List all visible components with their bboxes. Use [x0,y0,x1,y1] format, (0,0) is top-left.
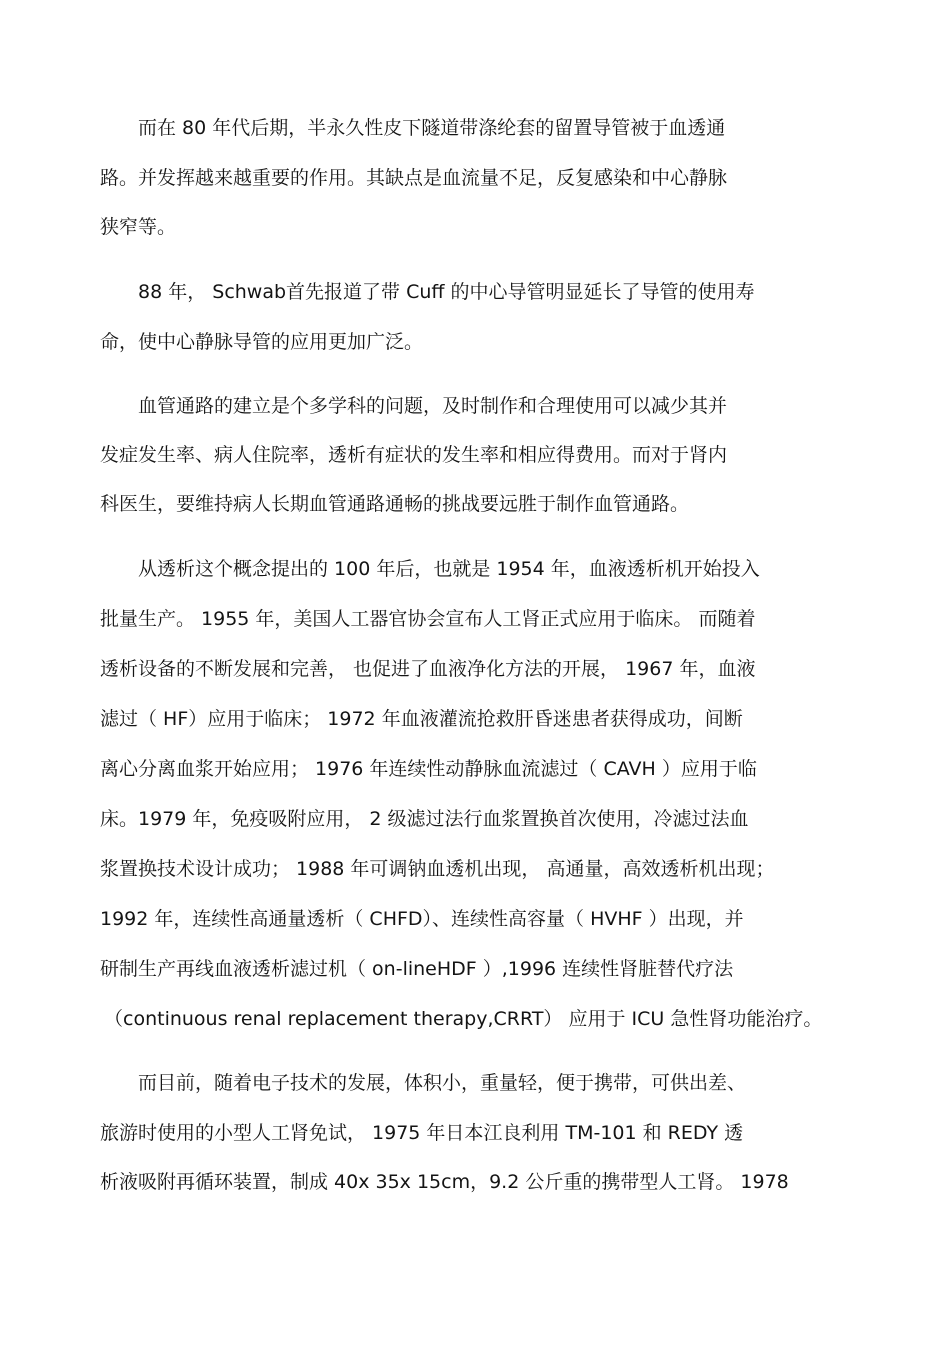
paragraph-4-line-7: 浆置换技术设计成功； 1988 年可调钠血透机出现， 高通量，高效透析机出现； [100,858,775,880]
paragraph-4-line-6: 床。1979 年，免疫吸附应用， 2 级滤过法行血浆置换首次使用，冷滤过法血 [100,808,749,830]
paragraph-4-line-4: 滤过（ HF）应用于临床； 1972 年血液灌流抢救肝昏迷患者获得成功，间断 [100,708,743,730]
paragraph-4-line-1: 从透析这个概念提出的 100 年后，也就是 1954 年，血液透析机开始投入 [138,558,760,580]
paragraph-4-line-3: 透析设备的不断发展和完善， 也促进了血液净化方法的开展， 1967 年，血液 [100,658,756,680]
paragraph-4-line-10: （continuous renal replacement therapy,CRRT） 应用于 ICU 急性肾功能治疗。 [104,1008,823,1030]
paragraph-3-line-2: 发症发生率、病人住院率，透析有症状的发生率和相应得费用。而对于肾内 [100,444,728,466]
paragraph-5-line-2: 旅游时使用的小型人工肾免试， 1975 年日本江良利用 TM-101 和 REDY 透 [100,1122,744,1144]
paragraph-1-line-3: 狭窄等。 [100,216,177,238]
paragraph-5-line-3: 析液吸附再循环装置，制成 40x 35x 15cm，9.2 公斤重的携带型人工肾。 1978 [100,1171,789,1193]
paragraph-4-line-5: 离心分离血浆开始应用； 1976 年连续性动静脉血流滤过（ CAVH ）应用于临 [100,758,757,780]
paragraph-3-line-3: 科医生，要维持病人长期血管通路通畅的挑战要远胜于制作血管通路。 [100,493,690,515]
paragraph-4-line-9: 研制生产再线血液透析滤过机（ on-lineHDF ）,1996 连续性肾脏替代疗法 [100,958,734,980]
paragraph-3-line-1: 血管通路的建立是个多学科的问题，及时制作和合理使用可以减少其并 [138,395,728,417]
paragraph-5-line-1: 而目前，随着电子技术的发展，体积小，重量轻，便于携带，可供出差、 [138,1072,747,1094]
paragraph-1-line-2: 路。并发挥越来越重要的作用。其缺点是血流量不足，反复感染和中心静脉 [100,167,728,189]
paragraph-2-line-1: 88 年， Schwab首先报道了带 Cuff 的中心导管明显延长了导管的使用寿 [138,281,755,303]
paragraph-4-line-8: 1992 年，连续性高通量透析（ CHFD）、连续性高容量（ HVHF ）出现，并 [100,908,744,930]
paragraph-4-line-2: 批量生产。 1955 年，美国人工器官协会宣布人工肾正式应用于临床。 而随着 [100,608,756,630]
paragraph-2-line-2: 命，使中心静脉导管的应用更加广泛。 [100,331,424,353]
paragraph-1-line-1: 而在 80 年代后期，半永久性皮下隧道带涤纶套的留置导管被于血透通 [138,117,726,139]
